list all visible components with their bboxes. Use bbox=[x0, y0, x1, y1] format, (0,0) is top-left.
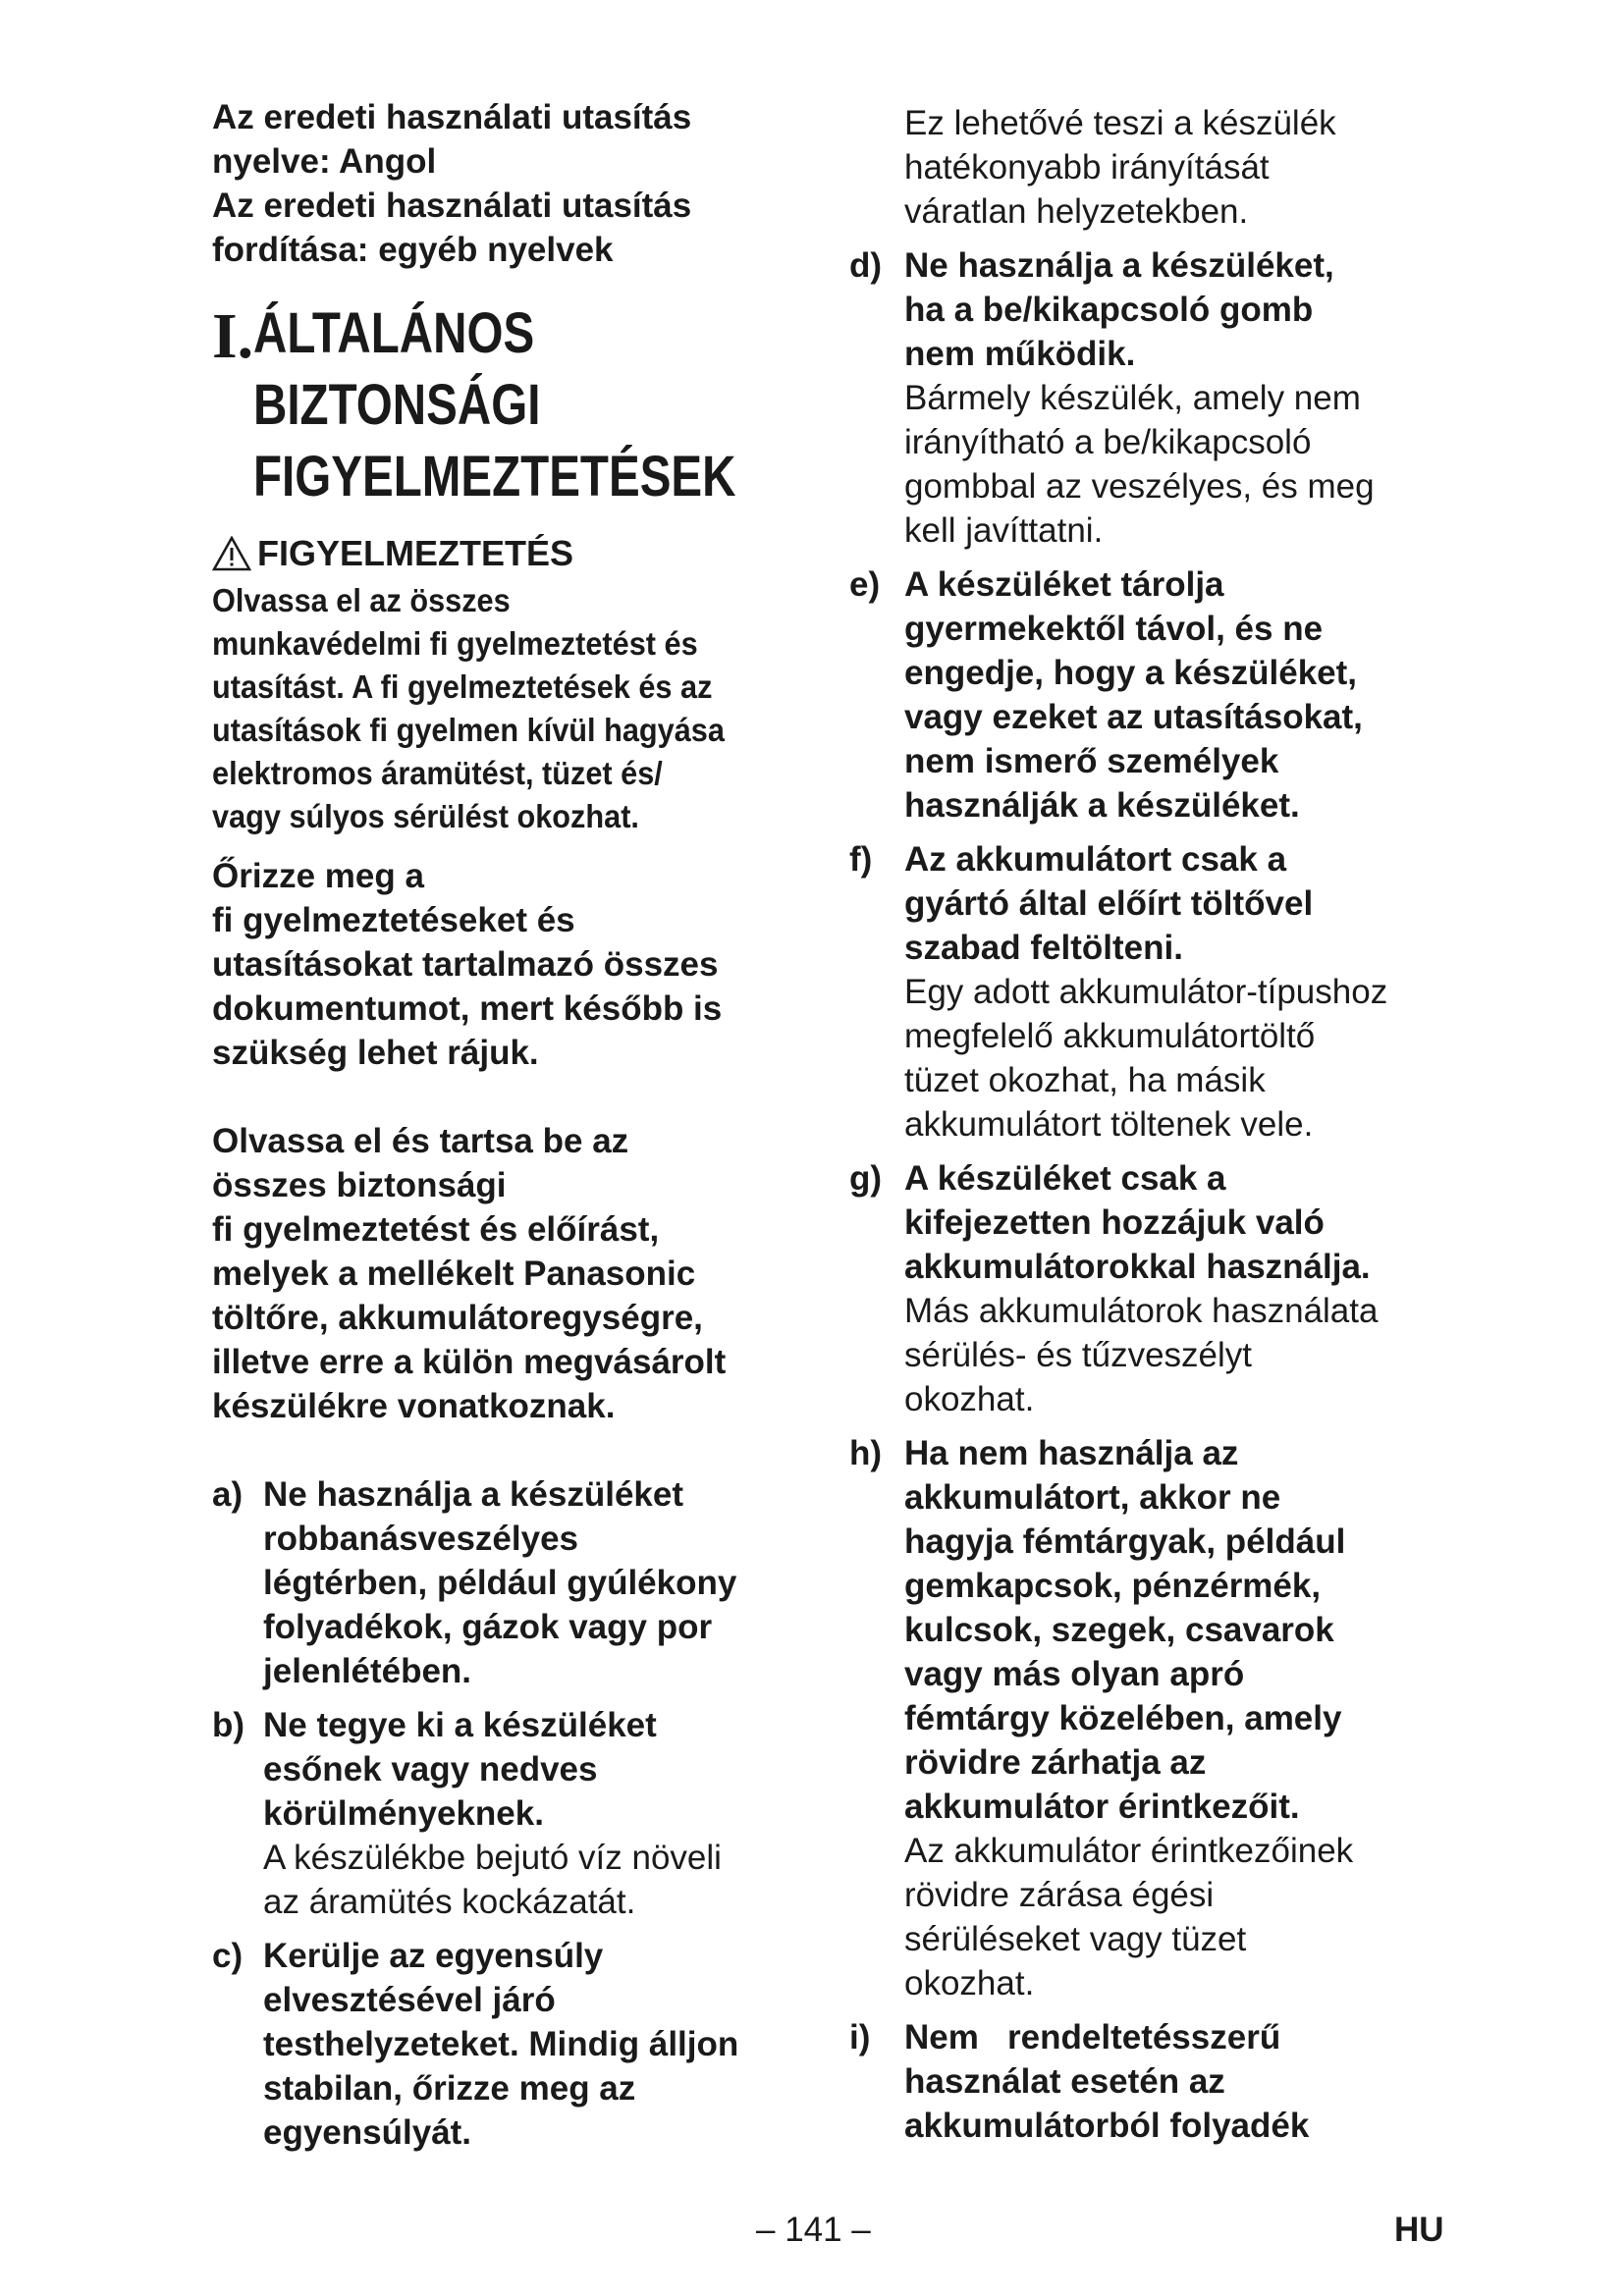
item-normal-line: Más akkumulátorok használata bbox=[904, 1292, 1379, 1330]
item-bold-line: elvesztésével járó bbox=[263, 1981, 556, 2019]
item-normal-line: tüzet okozhat, ha másik bbox=[904, 1061, 1266, 1099]
items-left bbox=[212, 1472, 826, 2155]
section-title-line: ÁLTALÁNOS bbox=[253, 301, 535, 365]
list-item bbox=[849, 1156, 1438, 1421]
item-normal-line: megfelelő akkumulátortöltő bbox=[904, 1017, 1316, 1055]
item-bold-line: Nem rendeltetésszerű bbox=[904, 2018, 1281, 2056]
item-body bbox=[904, 243, 1438, 553]
item-bold-line: légtérben, például gyúlékony bbox=[263, 1564, 737, 1602]
section-title-line: FIGYELMEZTETÉSEK bbox=[253, 445, 736, 508]
warning-label: FIGYELMEZTETÉS bbox=[257, 533, 574, 573]
item-bold-line: vagy más olyan apró bbox=[904, 1655, 1245, 1693]
item-body bbox=[263, 1472, 826, 1693]
item-bold-line: Ne tegye ki a készüléket bbox=[263, 1706, 657, 1744]
item-normal-line: okozhat. bbox=[904, 1964, 1035, 2002]
item-body bbox=[904, 562, 1438, 828]
warning-line: utasítások fi gyelmen kívül hagyása bbox=[212, 712, 725, 748]
item-normal-line: rövidre zárása égési bbox=[904, 1876, 1215, 1914]
list-item bbox=[849, 562, 1438, 828]
item-bold-line: gyermekektől távol, és ne bbox=[904, 610, 1324, 648]
read-all-line: összes biztonsági bbox=[212, 1166, 507, 1204]
list-item bbox=[212, 1472, 826, 1693]
item-bold-line: szabad feltölteni. bbox=[904, 929, 1183, 967]
item-bold-line: nem működik. bbox=[904, 335, 1136, 373]
read-all-line: fi gyelmeztetést és előírást, bbox=[212, 1210, 660, 1249]
continuation-line: hatékonyabb irányítását bbox=[904, 148, 1270, 187]
list-item bbox=[849, 837, 1438, 1147]
item-bold-line: esőnek vagy nedves bbox=[263, 1750, 598, 1789]
item-bold-line: ha a be/kikapcsoló gomb bbox=[904, 291, 1314, 329]
intro-line: Az eredeti használati utasítás bbox=[212, 187, 692, 225]
section-title bbox=[253, 297, 735, 512]
item-bold-line: folyadékok, gázok vagy por bbox=[263, 1608, 713, 1646]
item-bold-line: akkumulátor érintkezőit. bbox=[904, 1788, 1300, 1826]
item-bold-line: stabilan, őrizze meg az bbox=[263, 2069, 636, 2108]
item-bold-line: Kerülje az egyensúly bbox=[263, 1937, 604, 1975]
read-all-instructions bbox=[212, 1119, 826, 1428]
item-bold-line: akkumulátorból folyadék bbox=[904, 2107, 1310, 2145]
item-bold-line: robbanásveszélyes bbox=[263, 1520, 579, 1558]
item-body bbox=[904, 1431, 1438, 2005]
warning-line: elektromos áramütést, tüzet és/ bbox=[212, 755, 663, 791]
warning-text bbox=[212, 579, 826, 838]
list-item bbox=[849, 1431, 1438, 2005]
list-item bbox=[849, 2015, 1438, 2148]
item-bold-line: gemkapcsok, pénzérmék, bbox=[904, 1567, 1322, 1605]
item-bold-line: Az akkumulátort csak a bbox=[904, 840, 1287, 879]
list-item bbox=[849, 243, 1438, 553]
section-heading bbox=[212, 297, 826, 512]
section-number: I. bbox=[212, 300, 254, 372]
item-normal-line: sérülés- és tűzveszélyt bbox=[904, 1336, 1253, 1374]
item-bold-line: engedje, hogy a készüléket, bbox=[904, 654, 1357, 692]
section-title-line: BIZTONSÁGI bbox=[253, 373, 541, 437]
item-letter: d) bbox=[849, 246, 883, 285]
item-normal-line: Bármely készülék, amely nem bbox=[904, 379, 1361, 417]
continuation-line: váratlan helyzetekben. bbox=[904, 192, 1249, 231]
language-code: HU bbox=[1394, 2211, 1444, 2249]
keep-line: dokumentumot, mert később is bbox=[212, 989, 723, 1028]
keep-line: fi gyelmeztetéseket és bbox=[212, 901, 575, 939]
item-bold-line: Ne használja a készüléket bbox=[263, 1475, 683, 1514]
read-all-line: készülékre vonatkoznak. bbox=[212, 1387, 616, 1425]
item-letter: e) bbox=[849, 565, 881, 604]
item-body bbox=[263, 1703, 826, 1924]
warning-label-row bbox=[212, 532, 826, 575]
item-letter: h) bbox=[849, 1434, 883, 1472]
item-bold-line: használják a készüléket. bbox=[904, 786, 1300, 825]
item-letter: a) bbox=[212, 1475, 244, 1514]
left-column bbox=[212, 95, 826, 2164]
item-bold-line: testhelyzeteket. Mindig álljon bbox=[263, 2025, 739, 2063]
item-normal-line: gombbal az veszélyes, és meg bbox=[904, 467, 1375, 506]
intro bbox=[212, 95, 826, 272]
item-body bbox=[904, 2015, 1438, 2148]
keep-line: utasításokat tartalmazó összes bbox=[212, 945, 719, 984]
item-normal-line: Egy adott akkumulátor-típushoz bbox=[904, 973, 1388, 1011]
item-bold-line: rövidre zárhatja az bbox=[904, 1743, 1207, 1782]
warning-line: munkavédelmi fi gyelmeztetést és bbox=[212, 625, 698, 662]
item-body bbox=[263, 1934, 826, 2155]
item-bold-line: fémtárgy közelében, amely bbox=[904, 1699, 1342, 1737]
item-normal-line: A készülékbe bejutó víz növeli bbox=[263, 1839, 722, 1877]
item-bold-line: egyensúlyát. bbox=[263, 2113, 472, 2152]
read-all-line: illetve erre a külön megvásárolt bbox=[212, 1343, 727, 1381]
intro-line: nyelve: Angol bbox=[212, 142, 437, 181]
keep-line: Őrizze meg a bbox=[212, 857, 424, 895]
item-letter: b) bbox=[212, 1706, 245, 1744]
item-bold-line: A készüléket csak a bbox=[904, 1159, 1226, 1198]
read-all-line: Olvassa el és tartsa be az bbox=[212, 1122, 629, 1160]
item-bold-line: A készüléket tárolja bbox=[904, 565, 1224, 604]
list-item bbox=[212, 1703, 826, 1924]
item-normal-line: okozhat. bbox=[904, 1380, 1035, 1418]
item-body bbox=[904, 1156, 1438, 1421]
keep-instructions bbox=[212, 854, 826, 1075]
keep-line: szükség lehet rájuk. bbox=[212, 1034, 539, 1072]
continuation-line: Ez lehetővé teszi a készülék bbox=[904, 104, 1336, 142]
right-column bbox=[849, 101, 1438, 2158]
item-letter: f) bbox=[849, 840, 873, 879]
item-normal-line: akkumulátort töltenek vele. bbox=[904, 1105, 1314, 1144]
item-letter: g) bbox=[849, 1159, 883, 1198]
item-bold-line: Ne használja a készüléket, bbox=[904, 246, 1334, 285]
item-bold-line: nem ismerő személyek bbox=[904, 742, 1279, 780]
item-bold-line: hagyja fémtárgyak, például bbox=[904, 1522, 1346, 1561]
item-bold-line: körülményeknek. bbox=[263, 1794, 544, 1833]
item-letter: c) bbox=[212, 1937, 244, 1975]
item-bold-line: akkumulátort, akkor ne bbox=[904, 1478, 1281, 1517]
warning-line: Olvassa el az összes bbox=[212, 582, 511, 618]
item-letter: i) bbox=[849, 2018, 871, 2056]
continuation-text bbox=[904, 101, 1438, 234]
item-bold-line: jelenlétében. bbox=[263, 1652, 472, 1690]
item-normal-line: sérüléseket vagy tüzet bbox=[904, 1920, 1247, 1958]
item-body bbox=[904, 837, 1438, 1147]
item-bold-line: vagy ezeket az utasításokat, bbox=[904, 698, 1363, 736]
read-all-line: töltőre, akkumulátoregységre, bbox=[212, 1299, 703, 1337]
page-number: – 141 – bbox=[756, 2211, 871, 2249]
item-normal-line: irányítható a be/kikapcsoló bbox=[904, 423, 1312, 461]
intro-line: Az eredeti használati utasítás bbox=[212, 98, 692, 136]
intro-line: fordítása: egyéb nyelvek bbox=[212, 231, 614, 269]
list-item bbox=[212, 1934, 826, 2155]
warning-line: utasítást. A fi gyelmeztetések és az bbox=[212, 668, 713, 705]
item-bold-line: akkumulátorokkal használja. bbox=[904, 1248, 1371, 1286]
item-bold-line: Ha nem használja az bbox=[904, 1434, 1239, 1472]
item-normal-line: az áramütés kockázatát. bbox=[263, 1883, 636, 1921]
item-bold-line: kulcsok, szegek, csavarok bbox=[904, 1611, 1334, 1649]
item-normal-line: Az akkumulátor érintkezőinek bbox=[904, 1832, 1354, 1870]
item-bold-line: használat esetén az bbox=[904, 2062, 1225, 2101]
warning-triangle-icon bbox=[212, 536, 251, 571]
item-normal-line: kell javíttatni. bbox=[904, 511, 1104, 550]
read-all-line: melyek a mellékelt Panasonic bbox=[212, 1255, 696, 1293]
item-bold-line: gyártó által előírt töltővel bbox=[904, 884, 1314, 923]
warning-line: vagy súlyos sérülést okozhat. bbox=[212, 798, 639, 834]
item-bold-line: kifejezetten hozzájuk való bbox=[904, 1203, 1325, 1242]
